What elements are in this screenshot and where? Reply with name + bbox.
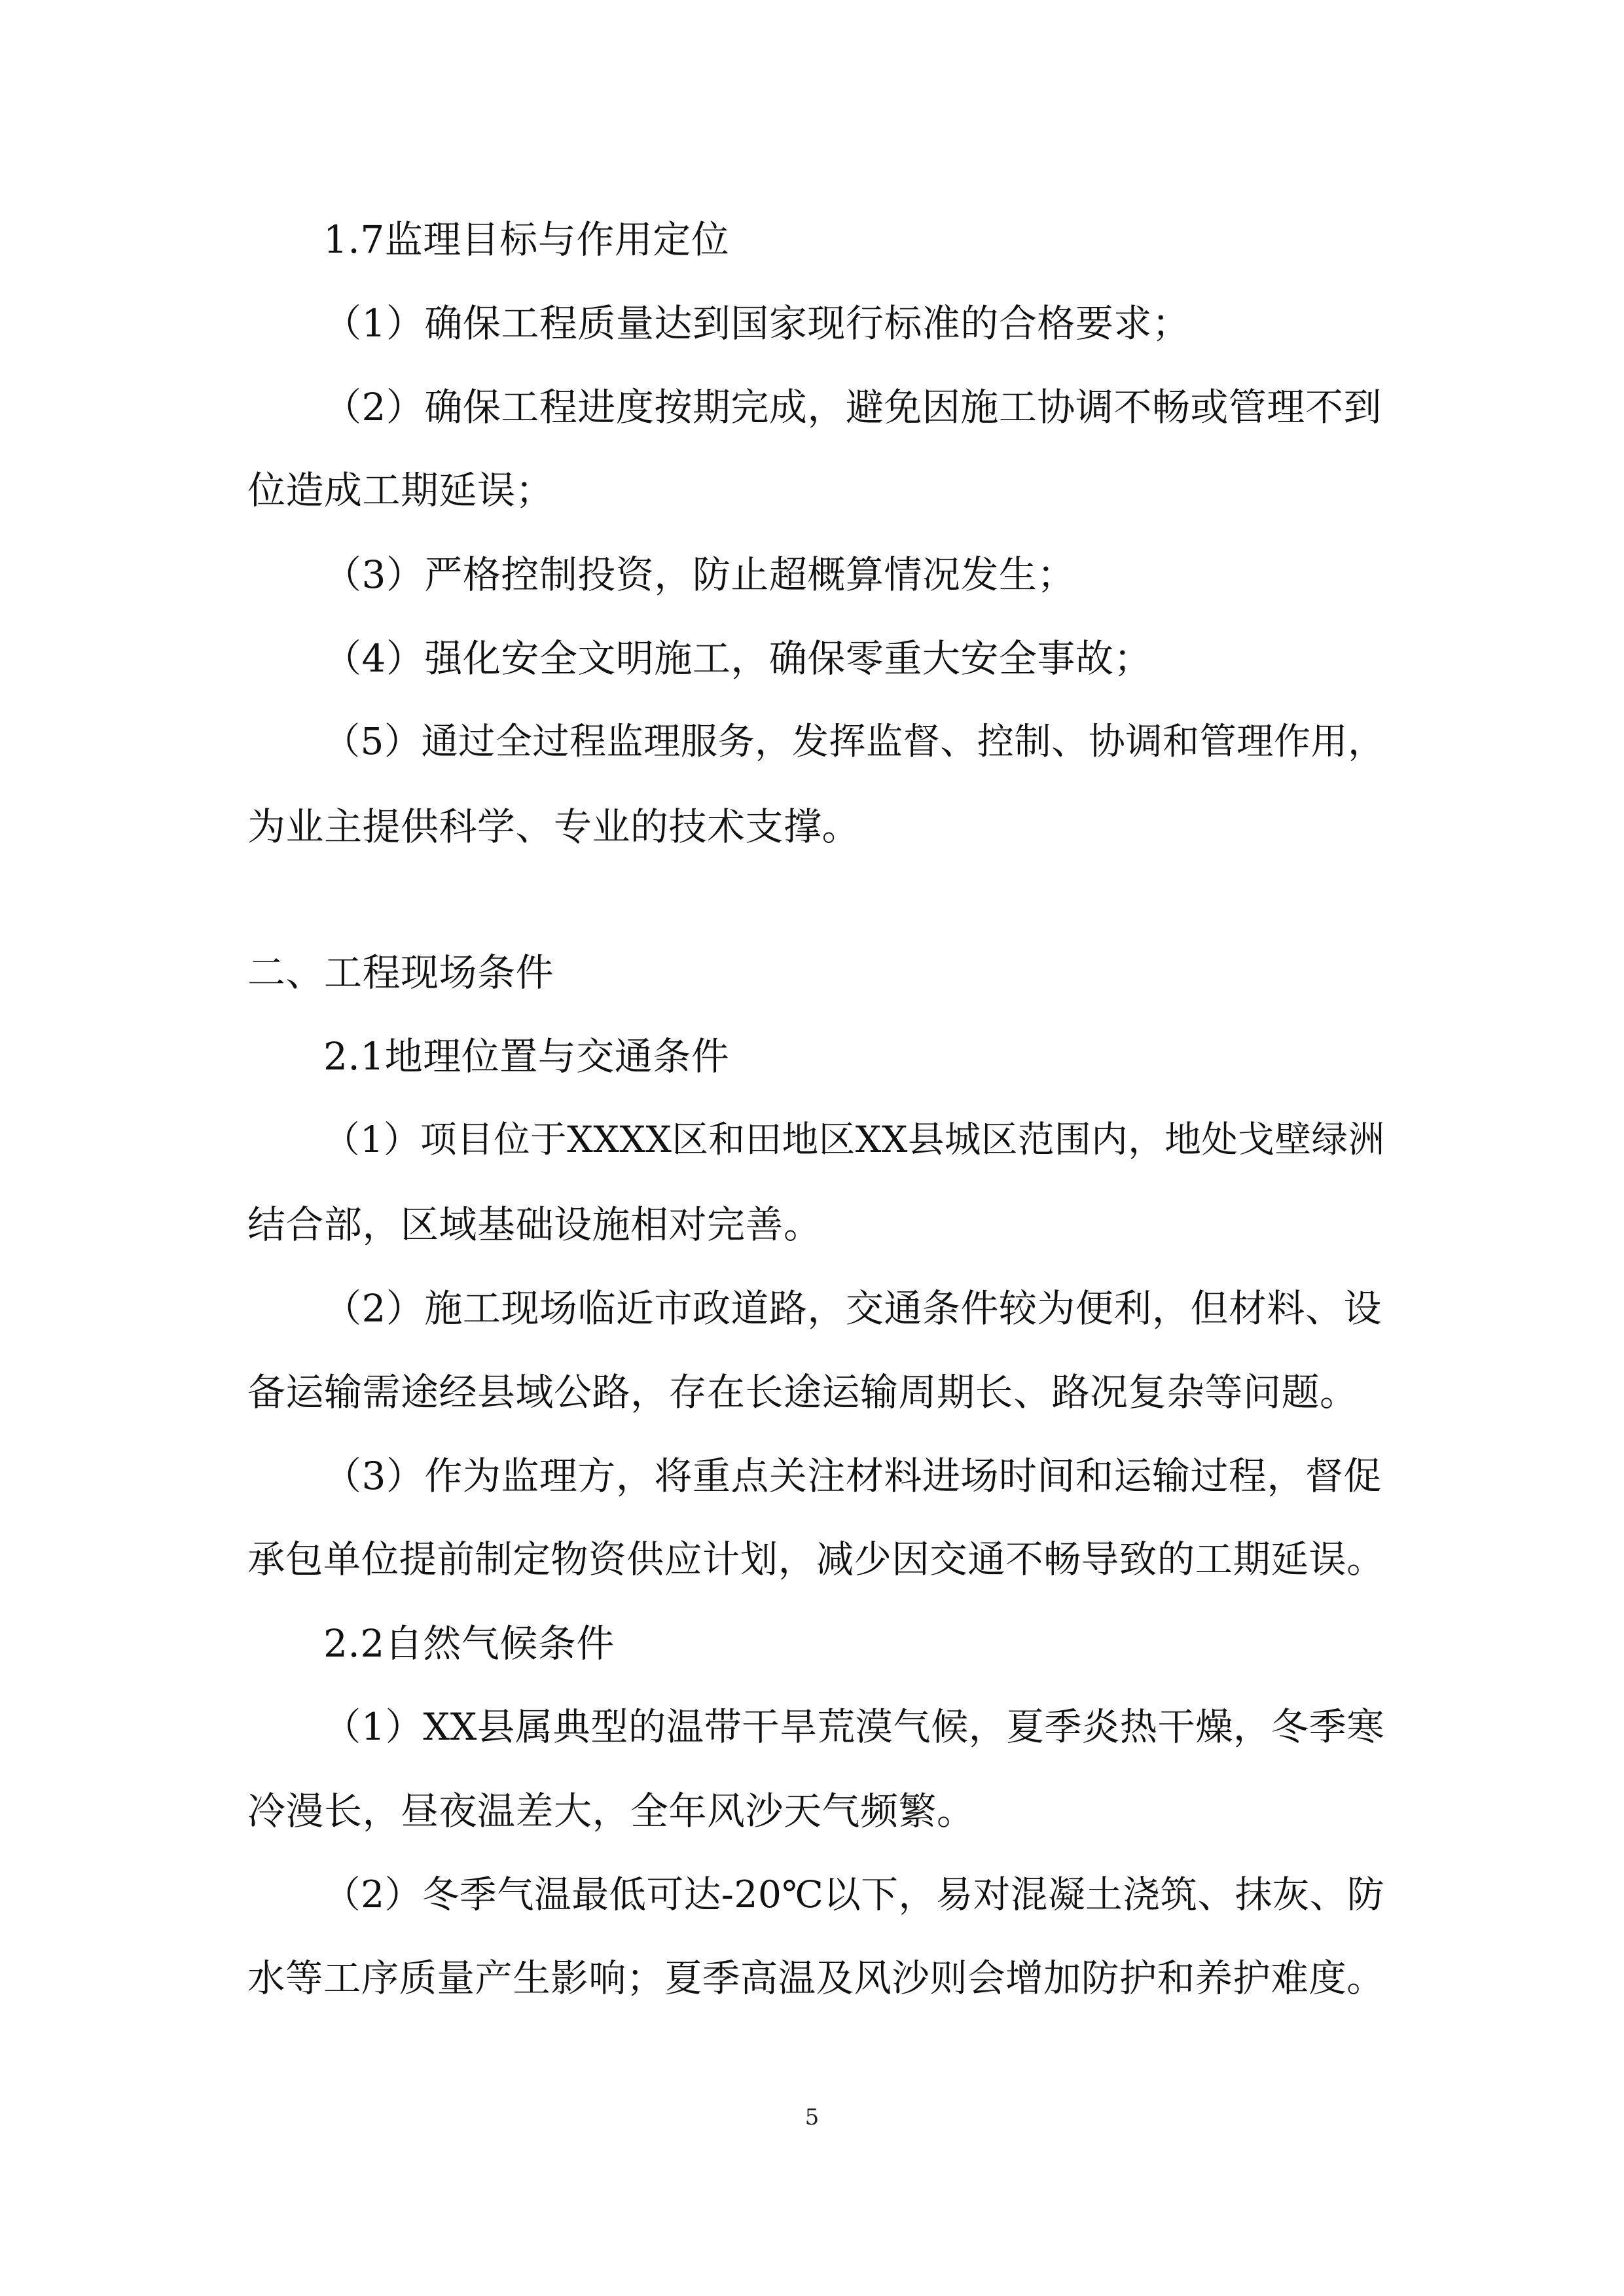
paragraph-line: 水等工序质量产生影响；夏季高温及风沙则会增加防护和养护难度。 [247,1956,1385,2000]
paragraph-line: （2）冬季气温最低可达-20℃以下，易对混凝土浇筑、抹灰、防 [323,1873,1385,1916]
paragraph-line: 承包单位提前制定物资供应计划，减少因交通不畅导致的工期延误。 [247,1537,1385,1581]
page-number: 5 [804,2104,820,2130]
paragraph-line: （3）严格控制投资，防止超概算情况发生； [323,552,1075,597]
paragraph-line: （1）XX县属典型的温带干旱荒漠气候，夏季炎热干燥，冬季寒 [323,1705,1384,1749]
paragraph-line: （1）确保工程质量达到国家现行标准的合格要求； [323,301,1191,346]
paragraph-line: 冷漫长，昼夜温差大，全年风沙天气频繁。 [247,1789,975,1833]
chapter-heading-2: 二、工程现场条件 [247,950,554,995]
paragraph-line: 结合部，区域基础设施相对完善。 [247,1202,822,1247]
paragraph-line: （3）作为监理方，将重点关注材料进场时间和运输过程，督促 [323,1454,1382,1498]
section-heading-2-1: 2.1地理位置与交通条件 [323,1034,730,1079]
paragraph-line: （2）施工现场临近市政道路，交通条件较为便利，但材料、设 [323,1286,1382,1331]
paragraph-line: （2）确保工程进度按期完成，避免因施工协调不畅或管理不到 [323,385,1382,429]
paragraph-line: （4）强化安全文明施工，确保零重大安全事故； [323,636,1152,681]
section-heading-2-2: 2.2自然气候条件 [323,1621,615,1666]
paragraph-line: 位造成工期延误； [247,468,554,512]
paragraph-line: （1）项目位于XXXX区和田地区XX县城区范围内，地处戈壁绿洲 [323,1119,1385,1161]
section-heading-1-7: 1.7监理目标与作用定位 [323,217,730,262]
paragraph-line: 为业主提供科学、专业的技术支撑。 [247,804,861,849]
paragraph-line: （5）通过全过程监理服务，发挥监督、控制、协调和管理作用， [323,721,1385,763]
paragraph-line: 备运输需途经县域公路，存在长途运输周期长、路况复杂等问题。 [247,1370,1358,1414]
